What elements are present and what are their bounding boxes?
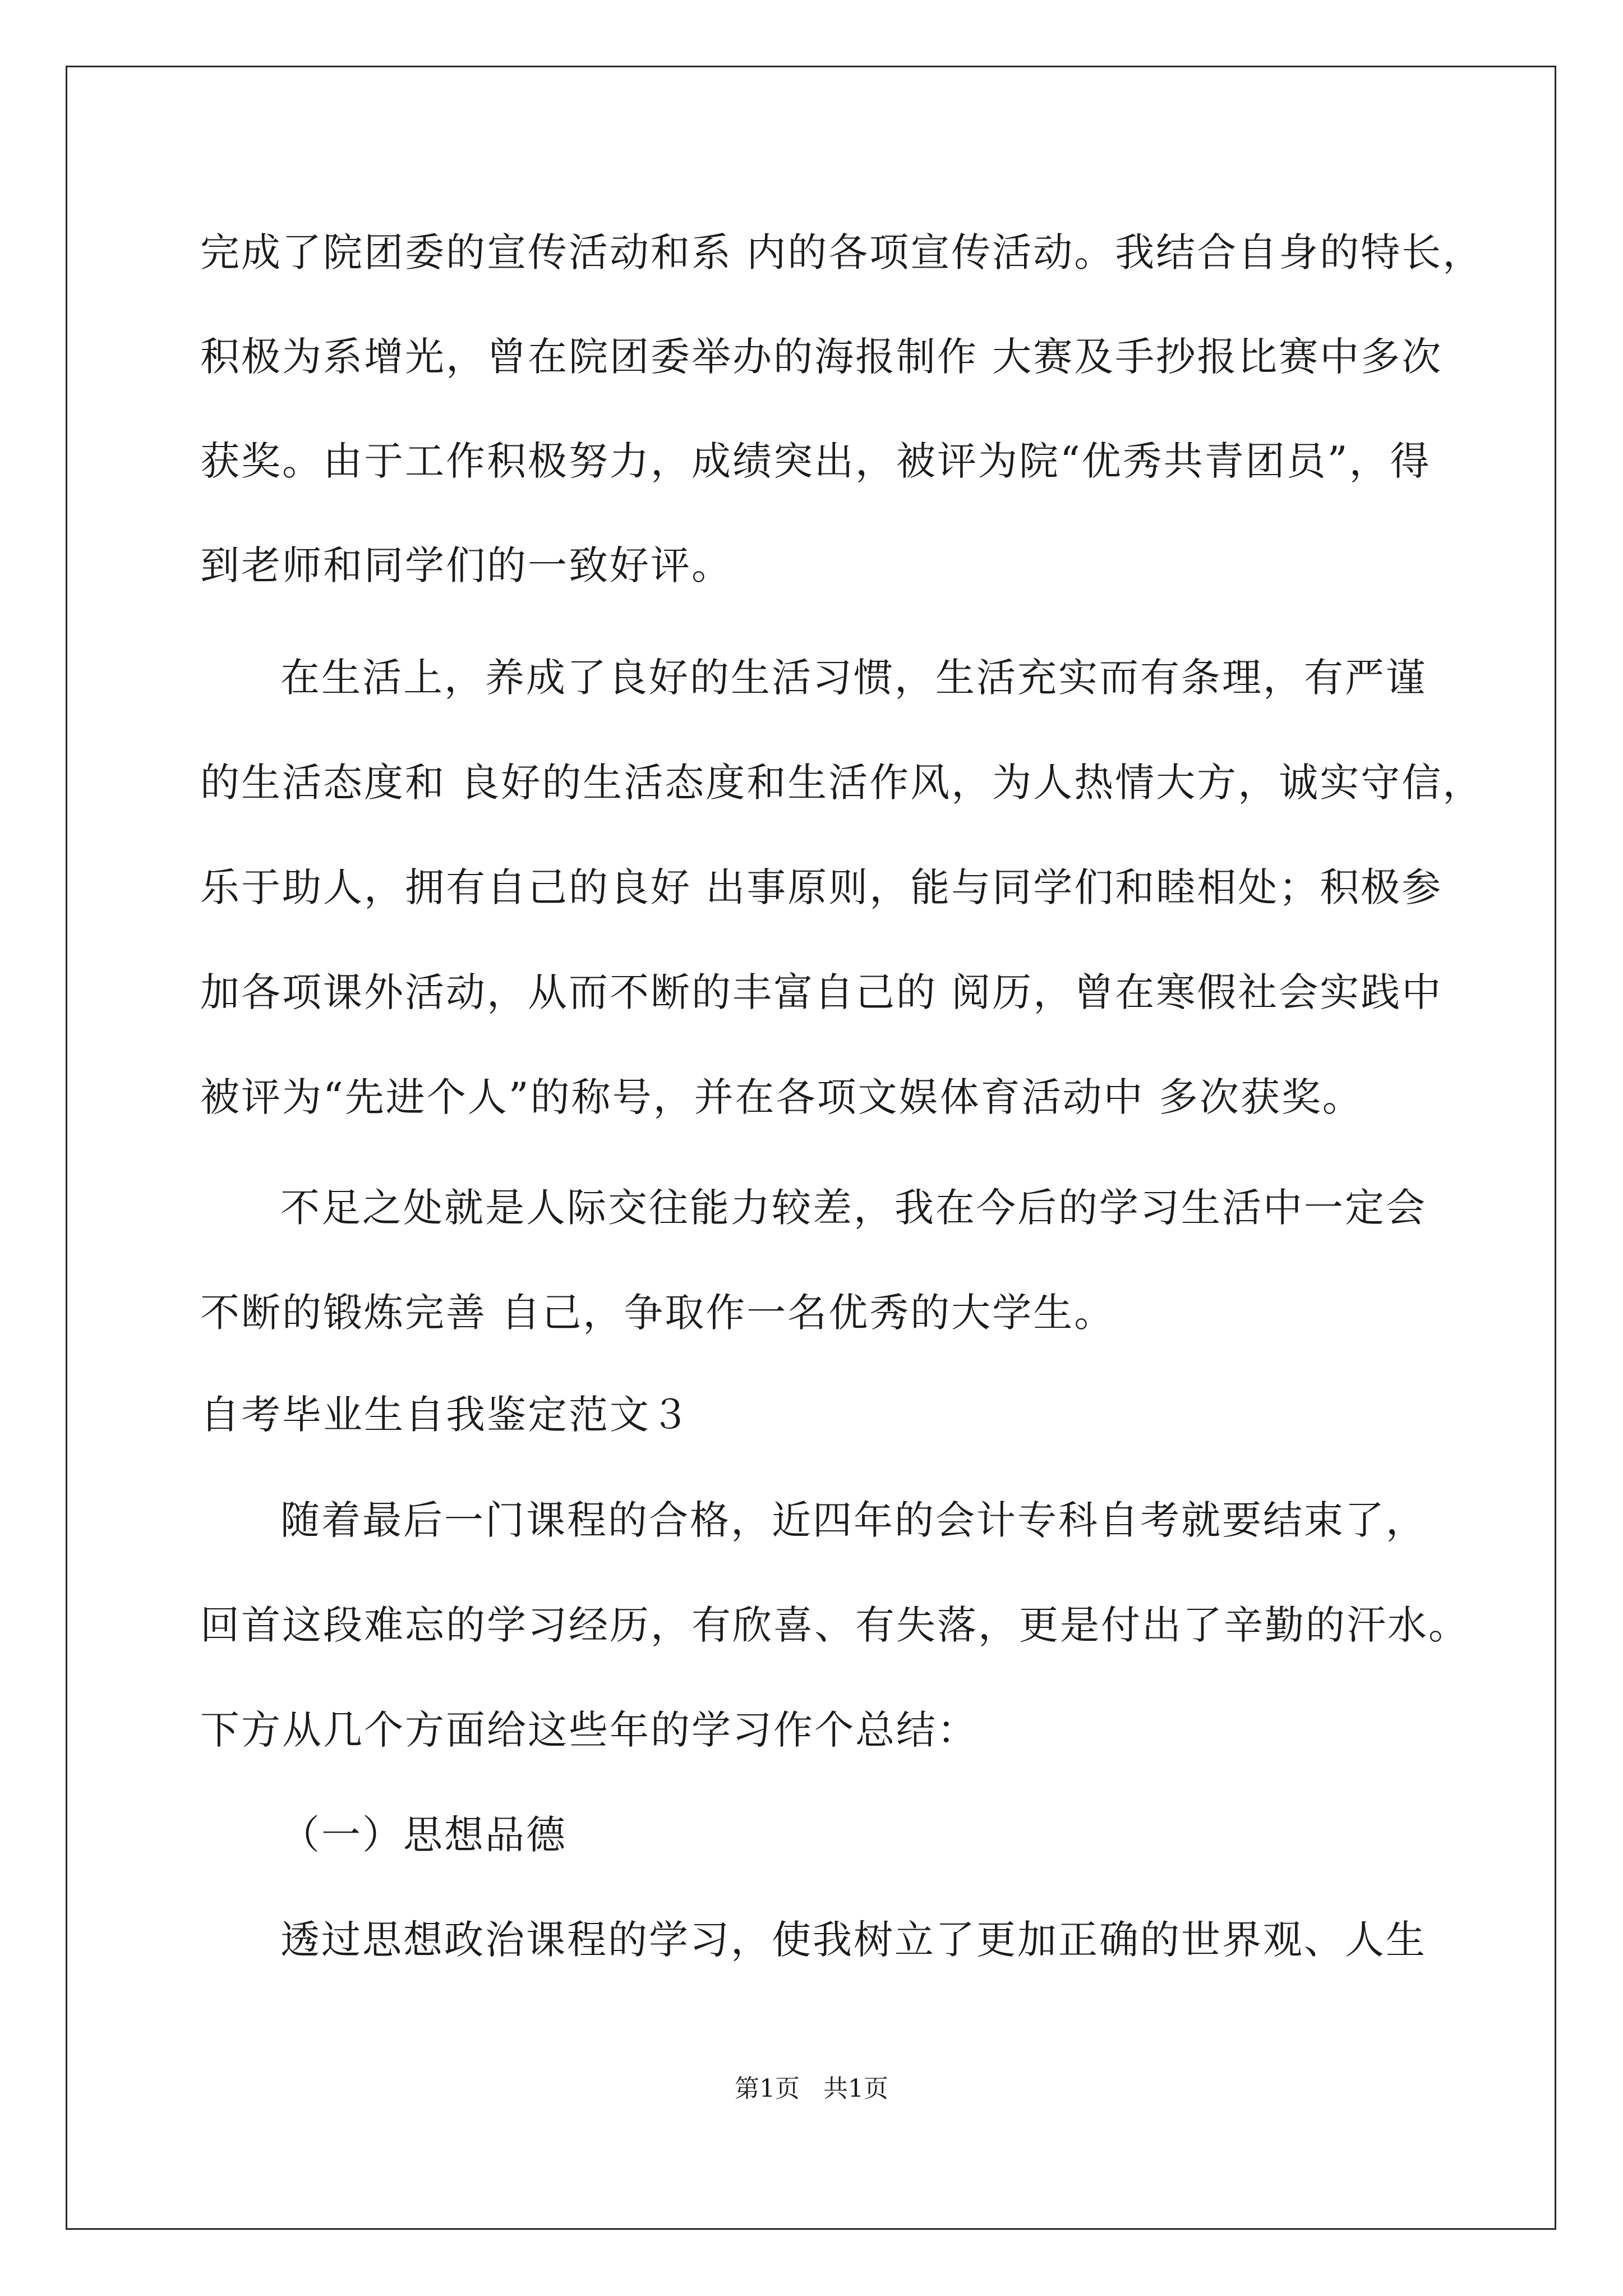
page-number-current: 第1页 bbox=[735, 2074, 800, 2103]
subsection-heading: （一）思想品德 bbox=[280, 1812, 567, 1858]
paragraph-line: 透过思想政治课程的学习，使我树立了更加正确的世界观、人生 bbox=[280, 1917, 1427, 1963]
paragraph-line: 积极为系增光，曾在院团委举办的海报制作 大赛及手抄报比赛中多次 bbox=[200, 334, 1443, 380]
paragraph-line: 在生活上，养成了良好的生活习惯，生活充实而有条理，有严谨 bbox=[280, 655, 1427, 701]
paragraph-line: 到老师和同学们的一致好评。 bbox=[200, 542, 732, 588]
page-border bbox=[66, 66, 1556, 2230]
paragraph-line: 下方从几个方面给这些年的学习作个总结： bbox=[200, 1707, 978, 1753]
page-footer bbox=[0, 2072, 1623, 2106]
paragraph-line: 不足之处就是人际交往能力较差，我在今后的学习生活中一定会 bbox=[280, 1185, 1427, 1231]
paragraph-line: 回首这段难忘的学习经历，有欣喜、有失落，更是付出了辛勤的汗水。 bbox=[200, 1602, 1469, 1648]
paragraph-line: 的生活态度和 良好的生活态度和生活作风，为人热情大方，诚实守信， bbox=[200, 760, 1484, 806]
paragraph-line: 完成了院团委的宣传活动和系 内的各项宣传活动。我结合自身的特长， bbox=[200, 229, 1484, 275]
paragraph-line: 获奖。由于工作积极努力，成绩突出，被评为院“优秀共青团员”，得 bbox=[200, 438, 1431, 484]
paragraph-line: 乐于助人，拥有自己的良好 出事原则，能与同学们和睦相处；积极参 bbox=[200, 864, 1443, 910]
paragraph-line: 加各项课外活动，从而不断的丰富自己的 阅历，曾在寒假社会实践中 bbox=[200, 969, 1443, 1015]
paragraph-line: 被评为“先进个人”的称号，并在各项文娱体育活动中 多次获奖。 bbox=[200, 1074, 1363, 1120]
section-heading: 自考毕业生自我鉴定范文３ bbox=[200, 1392, 691, 1438]
paragraph-line: 不断的锻炼完善 自己，争取作一名优秀的大学生。 bbox=[200, 1290, 1115, 1336]
page-number-total: 共1页 bbox=[823, 2074, 888, 2103]
paragraph-line: 随着最后一门课程的合格，近四年的会计专科自考就要结束了， bbox=[280, 1497, 1427, 1543]
